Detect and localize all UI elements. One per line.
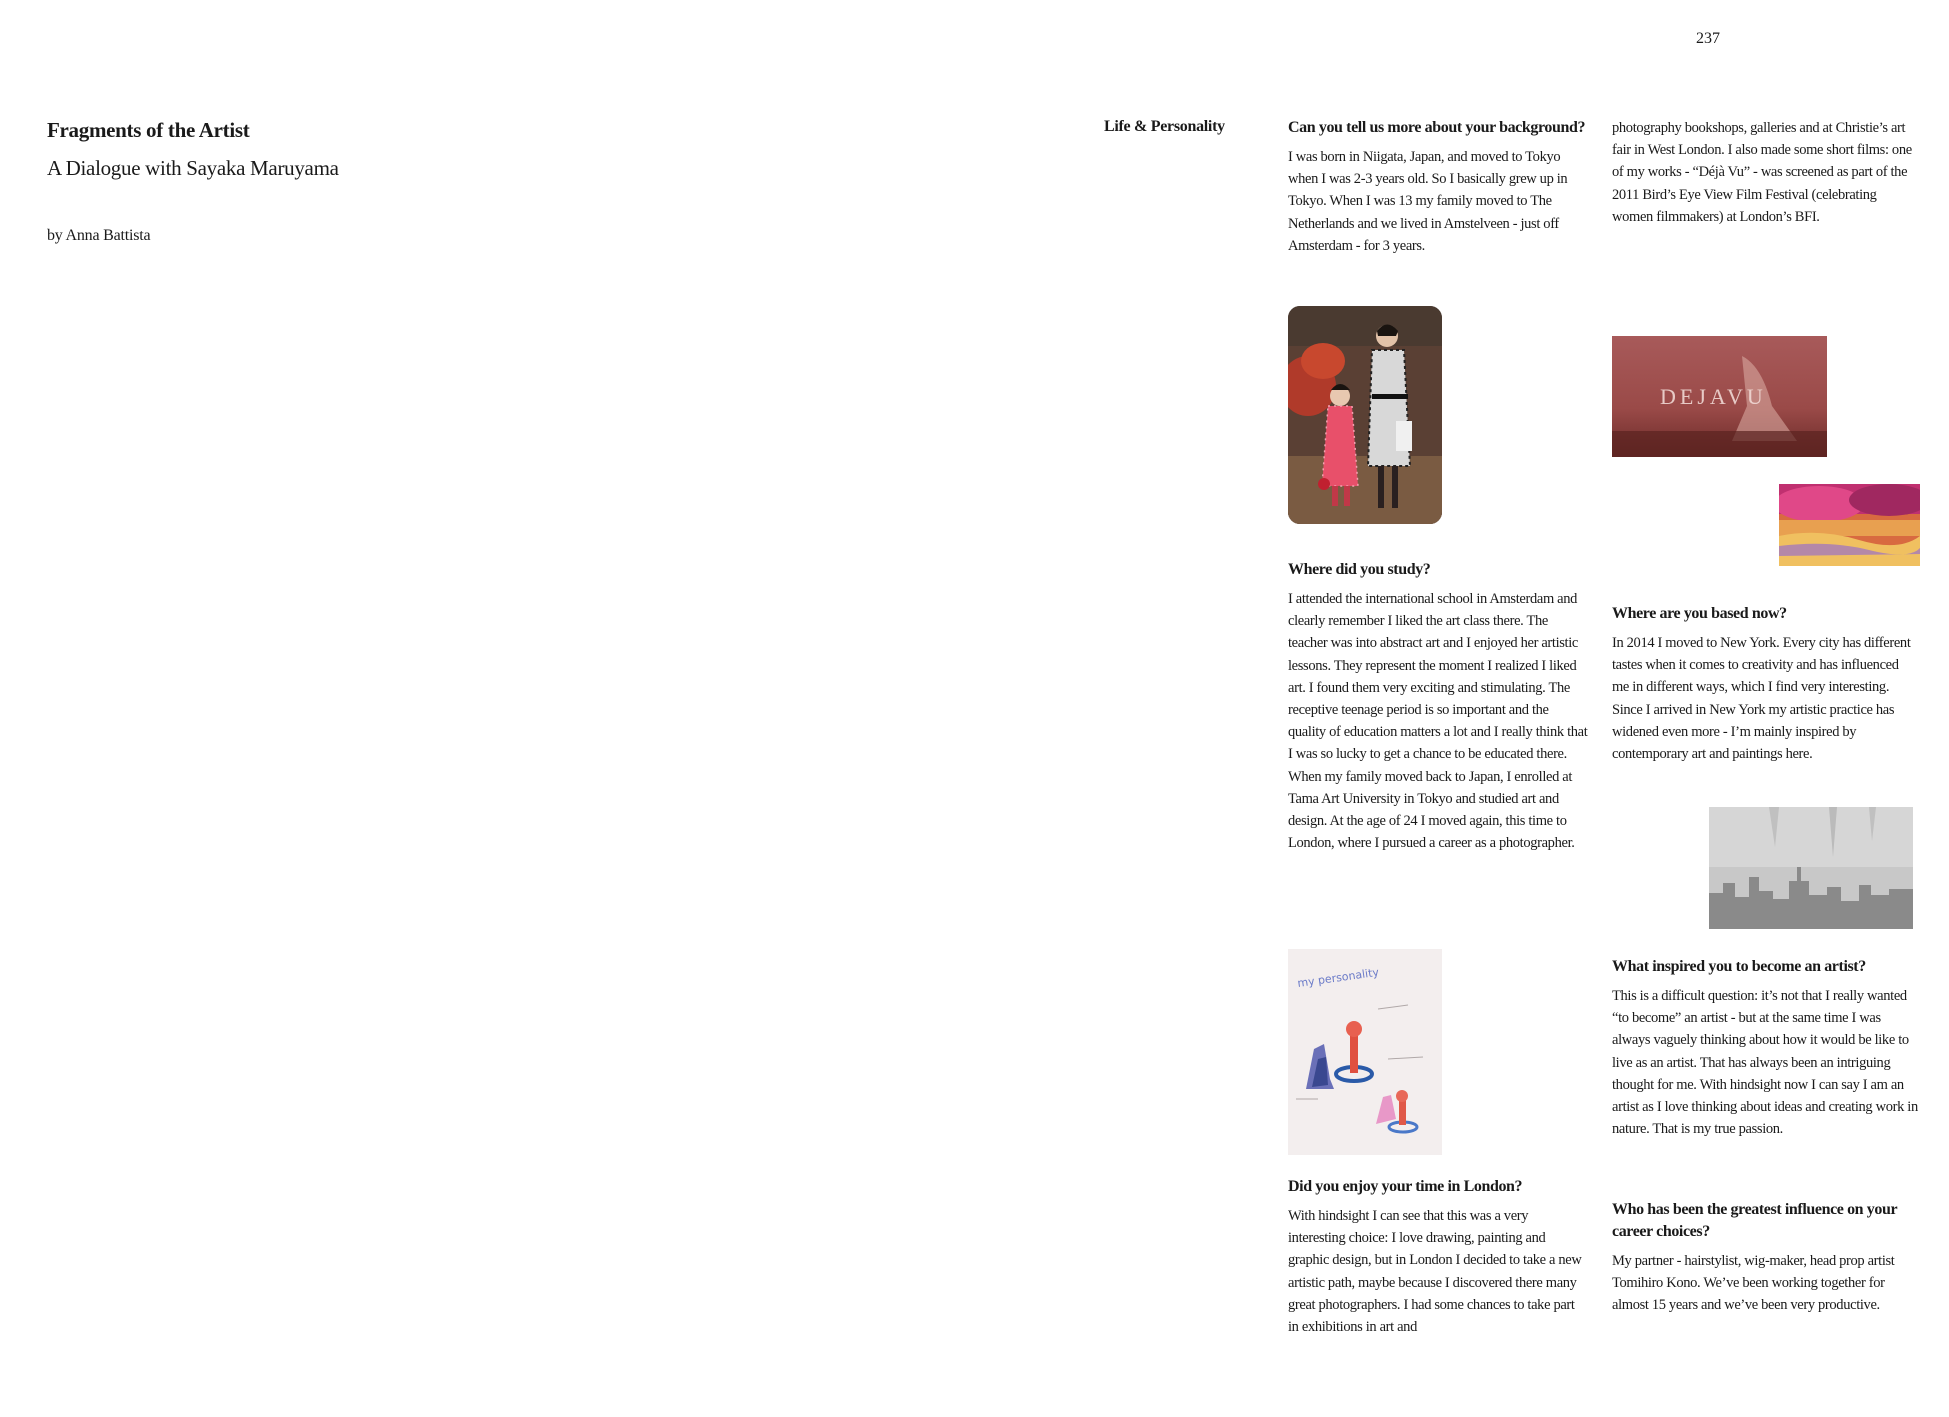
answer-text: This is a difficult question: it’s not that I really wanted “to become” an artist - but at the same time I was always vaguely thinking about how it would be like to live as an artist. That has always been an intriguing thought for me. With hindsight now I can say I am an artist as I love thinking about ideas and creating work in nature. That is my true passion. xyxy=(1612,988,1918,1138)
page-number: 237 xyxy=(1696,30,1720,47)
question-heading: Did you enjoy your time in London? xyxy=(1288,1178,1523,1195)
qa-based xyxy=(1612,603,1918,765)
answer-text: I was born in Niigata, Japan, and moved to Tokyo when I was 2-3 years old. So I basically grew up in Tokyo. When I was 13 my family moved to The Netherlands and we lived in Amstelveen - just off Amsterdam - for 3 years. xyxy=(1288,149,1568,254)
question-heading: What inspired you to become an artist? xyxy=(1612,958,1866,975)
sketch-image xyxy=(1288,949,1442,1155)
qa-background xyxy=(1288,117,1588,257)
question-heading: Where did you study? xyxy=(1288,561,1431,578)
dejavu-title-overlay: DEJAVU xyxy=(1660,384,1767,409)
landscape-painting-image xyxy=(1779,484,1920,566)
sketch-caption: my personality xyxy=(1296,965,1380,990)
article-byline: by Anna Battista xyxy=(47,227,151,244)
article-title: Fragments of the Artist xyxy=(47,118,250,142)
answer-text: My partner - hairstylist, wig-maker, head prop artist Tomihiro Kono. We’ve been working together for almost 15 years and we’ve been very productive. xyxy=(1612,1253,1895,1314)
qa-london-continued xyxy=(1612,117,1918,228)
question-heading: Can you tell us more about your background? xyxy=(1288,119,1586,136)
section-label: Life & Personality xyxy=(1104,118,1225,135)
qa-london xyxy=(1288,1176,1588,1338)
question-heading: Where are you based now? xyxy=(1612,605,1787,622)
dejavu-film-still xyxy=(1612,336,1827,457)
qa-inspired xyxy=(1612,956,1918,1140)
answer-text: photography bookshops, galleries and at Christie’s art fair in West London. I also made some short films: one of my works - “Déjà Vu” - was screened as part of the 2011 Bird’s Eye View Film Festival (celebrating women filmmakers) at London’s BFI. xyxy=(1612,120,1912,225)
answer-text: With hindsight I can see that this was a very interesting choice: I love drawing, painting and graphic design, but in London I decided to take a new artistic path, maybe because I discovered there many great photographers. I had some chances to take part in exhibitions in art and xyxy=(1288,1208,1582,1336)
childhood-photo xyxy=(1288,306,1442,524)
article-subtitle: A Dialogue with Sayaka Maruyama xyxy=(47,156,339,180)
qa-influence xyxy=(1612,1199,1918,1317)
qa-study xyxy=(1288,559,1588,854)
answer-text: In 2014 I moved to New York. Every city has different tastes when it comes to creativity and has influenced me in different ways, which I find very interesting. Since I arrived in New York my artistic practice has widened even more - I’m mainly inspired by contemporary art and paintings here. xyxy=(1612,635,1911,763)
question-heading: Who has been the greatest influence on your career choices? xyxy=(1612,1201,1897,1240)
city-skyline-image xyxy=(1709,807,1913,929)
answer-text: I attended the international school in Amsterdam and clearly remember I liked the art class there. The teacher was into abstract art and I enjoyed her artistic lessons. They represent the moment I realized I liked art. I found them very exciting and stimulating. The receptive teenage period is so important and the quality of education matters a lot and I really think that I was so lucky to get a chance to be educated there. When my family moved back to Japan, I enrolled at Tama Art University in Tokyo and studied art and design. At the age of 24 I moved again, this time to London, where I pursued a career as a photographer. xyxy=(1288,591,1588,852)
